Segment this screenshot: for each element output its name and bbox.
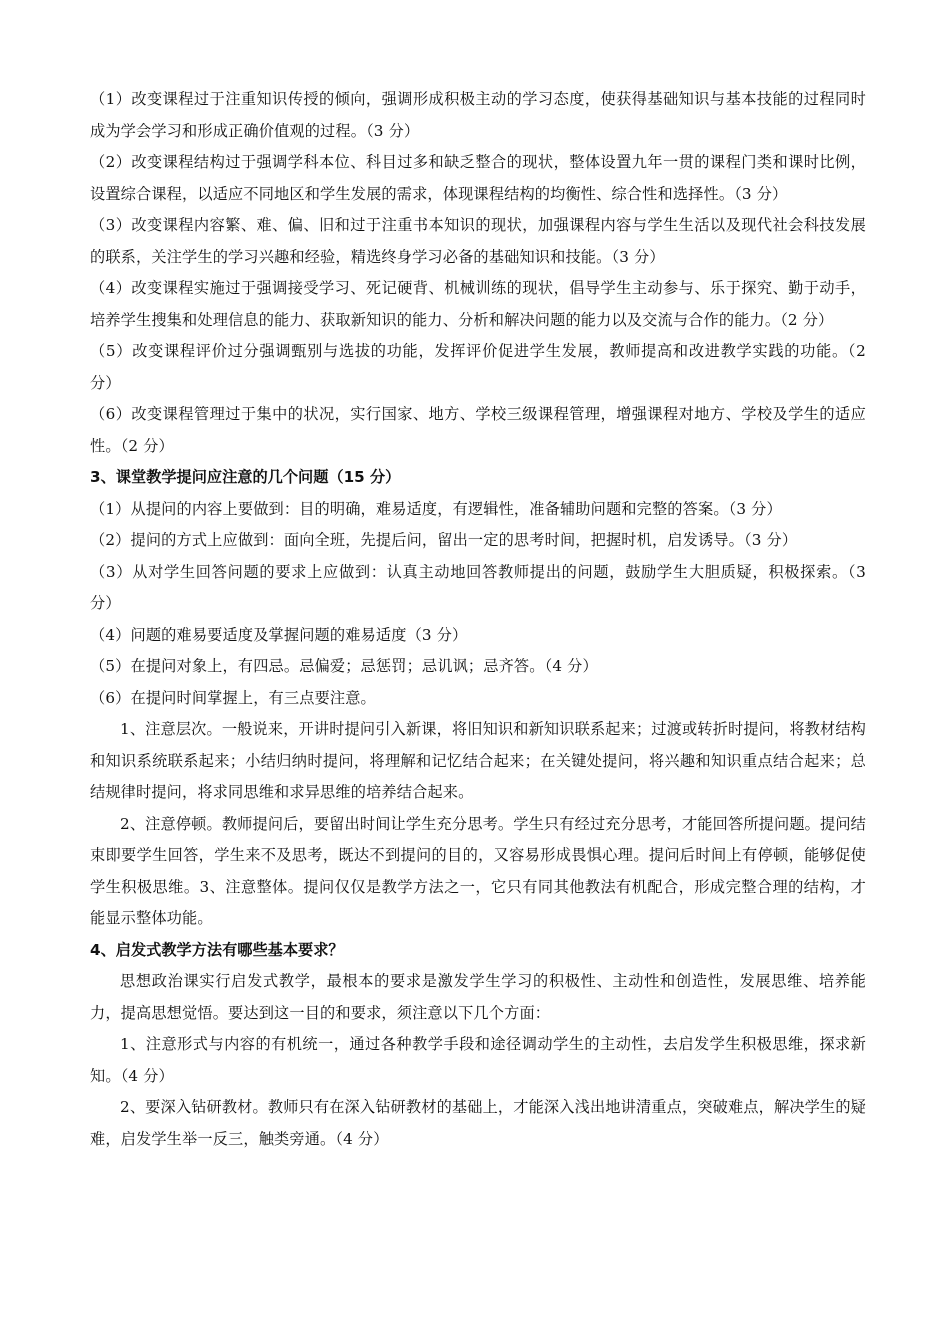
curriculum-reform-item-5: （5）改变课程评价过分强调甄别与选拔的功能，发挥评价促进学生发展，教师提高和改进教学实践的功能。（2 分）	[90, 342, 866, 392]
questioning-subparagraph-2: 2、注意停顿。教师提问后，要留出时间让学生充分思考。学生只有经过充分思考，才能回答所提问题。提问结束即要学生回答，学生来不及思考，既达不到提问的目的，又容易形成畏惧心理。提问后时间上有停顿，能够促使学生积极思维。3、注意整体。提问仅仅是教学方法之一，它只有同其他教法有机配合，形成完整合理的结构，才能显示整体功能。	[90, 814, 867, 927]
section-4-heading: 4、启发式教学方法有哪些基本要求？	[90, 940, 344, 959]
questioning-item-1: （1）从提问的内容上要做到：目的明确，难易适度，有逻辑性，准备辅助问题和完整的答案。（3 分）	[90, 499, 782, 518]
heuristic-intro-paragraph: 思想政治课实行启发式教学，最根本的要求是激发学生学习的积极性、主动性和创造性，发展思维、培养能力，提高思想觉悟。要达到这一目的和要求，须注意以下几个方面：	[90, 972, 866, 1022]
heuristic-requirement-2: 2、要深入钻研教材。教师只有在深入钻研教材的基础上，才能深入浅出地讲清重点，突破难点，解决学生的疑难，启发学生举一反三，触类旁通。（4 分）	[90, 1098, 867, 1148]
curriculum-reform-item-3: （3）改变课程内容繁、难、偏、旧和过于注重书本知识的现状，加强课程内容与学生生活以及现代社会科技发展的联系，关注学生的学习兴趣和经验，精选终身学习必备的基础知识和技能。（3 分）	[90, 216, 866, 266]
questioning-item-4: （4）问题的难易要适度及掌握问题的难易适度（3 分）	[90, 625, 468, 644]
questioning-item-3: （3）从对学生回答问题的要求上应做到：认真主动地回答教师提出的问题，鼓励学生大胆质疑，积极探索。（3 分）	[90, 562, 866, 612]
curriculum-reform-item-4: （4）改变课程实施过于强调接受学习、死记硬背、机械训练的现状，倡导学生主动参与、乐于探究、勤于动手，培养学生搜集和处理信息的能力、获取新知识的能力、分析和解决问题的能力以及交流与合作的能力。（2 分）	[90, 279, 866, 329]
document-page	[90, 84, 866, 1155]
curriculum-reform-item-6: （6）改变课程管理过于集中的状况，实行国家、地方、学校三级课程管理，增强课程对地方、学校及学生的适应性。（2 分）	[90, 405, 866, 455]
curriculum-reform-item-2: （2）改变课程结构过于强调学科本位、科目过多和缺乏整合的现状，整体设置九年一贯的课程门类和课时比例，设置综合课程，以适应不同地区和学生发展的需求，体现课程结构的均衡性、综合性和选择性。（3 分）	[90, 153, 866, 203]
questioning-subparagraph-1: 1、注意层次。一般说来，开讲时提问引入新课，将旧知识和新知识联系起来；过渡或转折时提问，将教材结构和知识系统联系起来；小结归纳时提问，将理解和记忆结合起来；在关键处提问，将兴趣和知识重点结合起来；总结规律时提问，将求同思维和求异思维的培养结合起来。	[90, 720, 867, 801]
heuristic-requirement-1: 1、注意形式与内容的有机统一，通过各种教学手段和途径调动学生的主动性，去启发学生积极思维，探求新知。（4 分）	[90, 1035, 866, 1085]
section-3-heading: 3、课堂教学提问应注意的几个问题（15 分）	[90, 468, 401, 486]
curriculum-reform-item-1: （1）改变课程过于注重知识传授的倾向，强调形成积极主动的学习态度，使获得基础知识与基本技能的过程同时成为学会学习和形成正确价值观的过程。（3 分）	[90, 90, 866, 140]
questioning-item-2: （2）提问的方式上应做到：面向全班，先提后问，留出一定的思考时间，把握时机，启发诱导。（3 分）	[90, 531, 798, 549]
questioning-item-5: （5）在提问对象上，有四忌。忌偏爱；忌惩罚；忌讥讽；忌齐答。（4 分）	[90, 657, 598, 675]
questioning-item-6: （6）在提问时间掌握上，有三点要注意。	[90, 688, 376, 707]
